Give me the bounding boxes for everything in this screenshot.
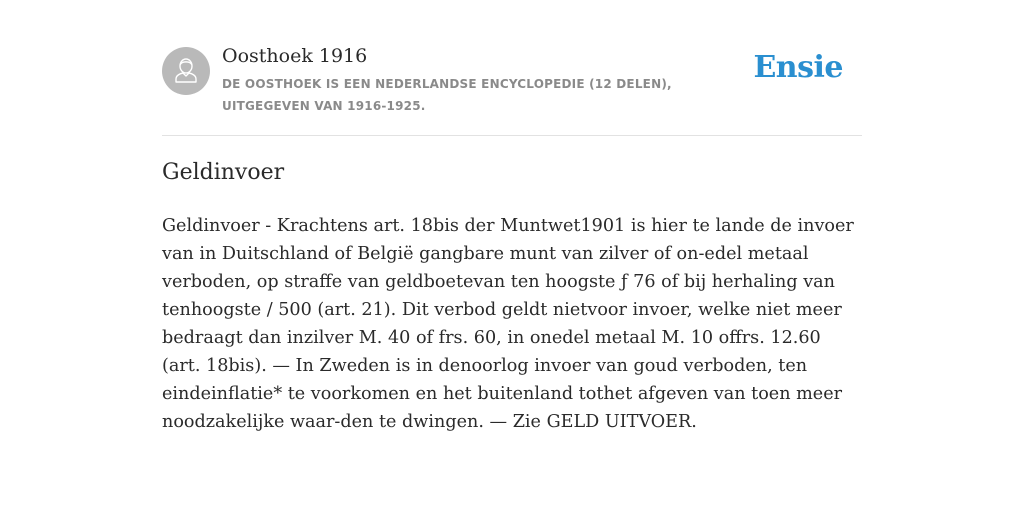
entry-body: Geldinvoer - Krachtens art. 18bis der Muntwet1901 is hier te lande de invoer van in Duitschland of België gangbare munt van zilver of on-edel metaal verboden, op straffe van geldboetevan ten hoogste ƒ 76 of bij herhaling van tenhoogste / 500 (art. 21). Dit verbod geldt nietvoor invoer, welke niet meer bedraagt dan inzilver M. 40 of frs. 60, in onedel metaal M. 10 offrs. 12.60 (art. 18bis). — In Zweden is in denoorlog invoer van goud verboden, ten eindeinflatie* te voorkomen en het buitenland tothet afgeven van toen meer noodzakelijke waar-den te dwingen. — Zie GELD UITVOER. [162, 216, 854, 432]
person-outline-icon [162, 47, 210, 95]
ensie-logo[interactable]: Ensie [753, 50, 843, 85]
entry-title: Geldinvoer [162, 160, 285, 185]
source-name[interactable]: Oosthoek 1916 [222, 45, 368, 67]
user-avatar-icon[interactable] [162, 47, 210, 95]
source-header [162, 44, 862, 134]
source-description: DE OOSTHOEK IS EEN NEDERLANDSE ENCYCLOPEDIE (12 DELEN), UITGEGEVEN VAN 1916-1925. [222, 77, 672, 113]
divider [162, 135, 862, 136]
